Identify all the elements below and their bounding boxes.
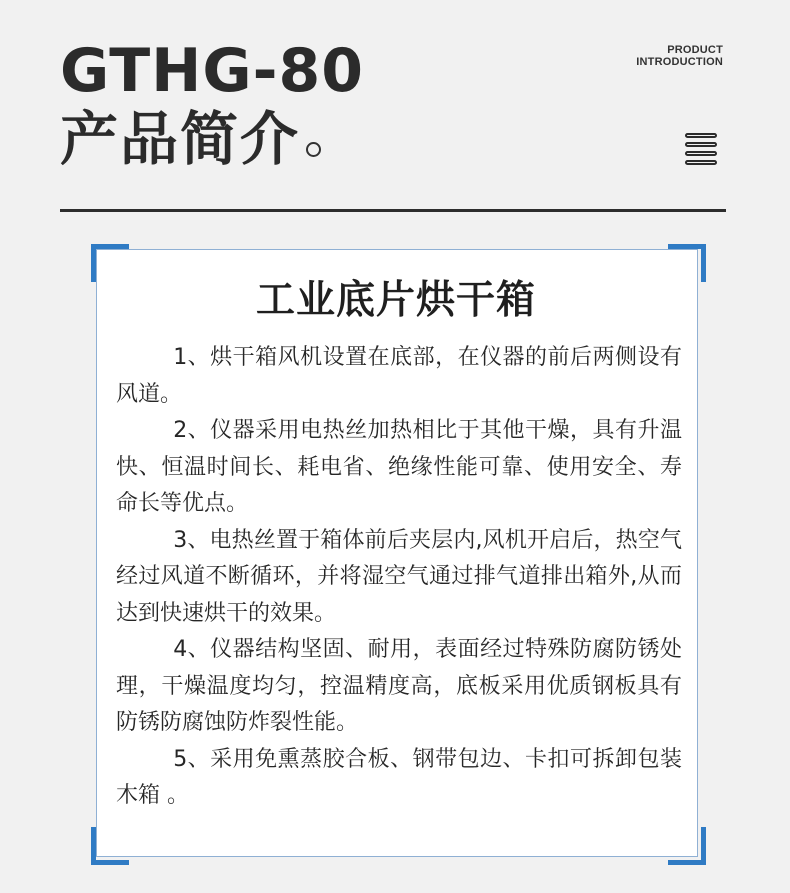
page-heading xyxy=(60,104,321,174)
page-heading-text: 产品简介 xyxy=(60,105,301,173)
circle-dot-icon xyxy=(306,142,321,157)
stacked-lines-icon xyxy=(685,133,719,165)
section-label-line2: INTRODUCTION xyxy=(636,56,723,68)
corner-bracket-bottom-right xyxy=(668,827,706,865)
card-body xyxy=(116,340,682,815)
stacked-line xyxy=(685,151,717,156)
card-title: 工业底片烘干箱 xyxy=(255,278,536,323)
feature-paragraph-3: 3、电热丝置于箱体前后夹层内,风机开启后，热空气经过风道不断循环，并将湿空气通过排气道排出箱外,从而达到快速烘干的效果。 xyxy=(116,527,682,626)
stacked-line xyxy=(685,133,717,138)
header-divider xyxy=(60,209,726,212)
feature-paragraph-1: 1、烘干箱风机设置在底部，在仪器的前后两侧设有风道。 xyxy=(116,345,682,407)
product-model: GTHG-80 xyxy=(60,36,364,106)
feature-paragraph-2: 2、仪器采用电热丝加热相比于其他干燥，具有升温快、恒温时间长、耗电省、绝缘性能可靠、使用安全、寿命长等优点。 xyxy=(116,418,682,516)
stacked-line xyxy=(685,142,717,147)
section-label xyxy=(636,44,723,68)
corner-bracket-bottom-left xyxy=(91,827,129,865)
feature-paragraph-4: 4、仪器结构坚固、耐用，表面经过特殊防腐防锈处理，干燥温度均匀，控温精度高，底板采用优质钢板具有防锈防腐蚀防炸裂性能。 xyxy=(116,637,682,735)
feature-paragraph-5: 5、采用免熏蒸胶合板、钢带包边、卡扣可拆卸包装木箱 。 xyxy=(116,746,682,808)
section-label-line1: PRODUCT xyxy=(667,44,723,56)
stacked-line xyxy=(685,160,717,165)
